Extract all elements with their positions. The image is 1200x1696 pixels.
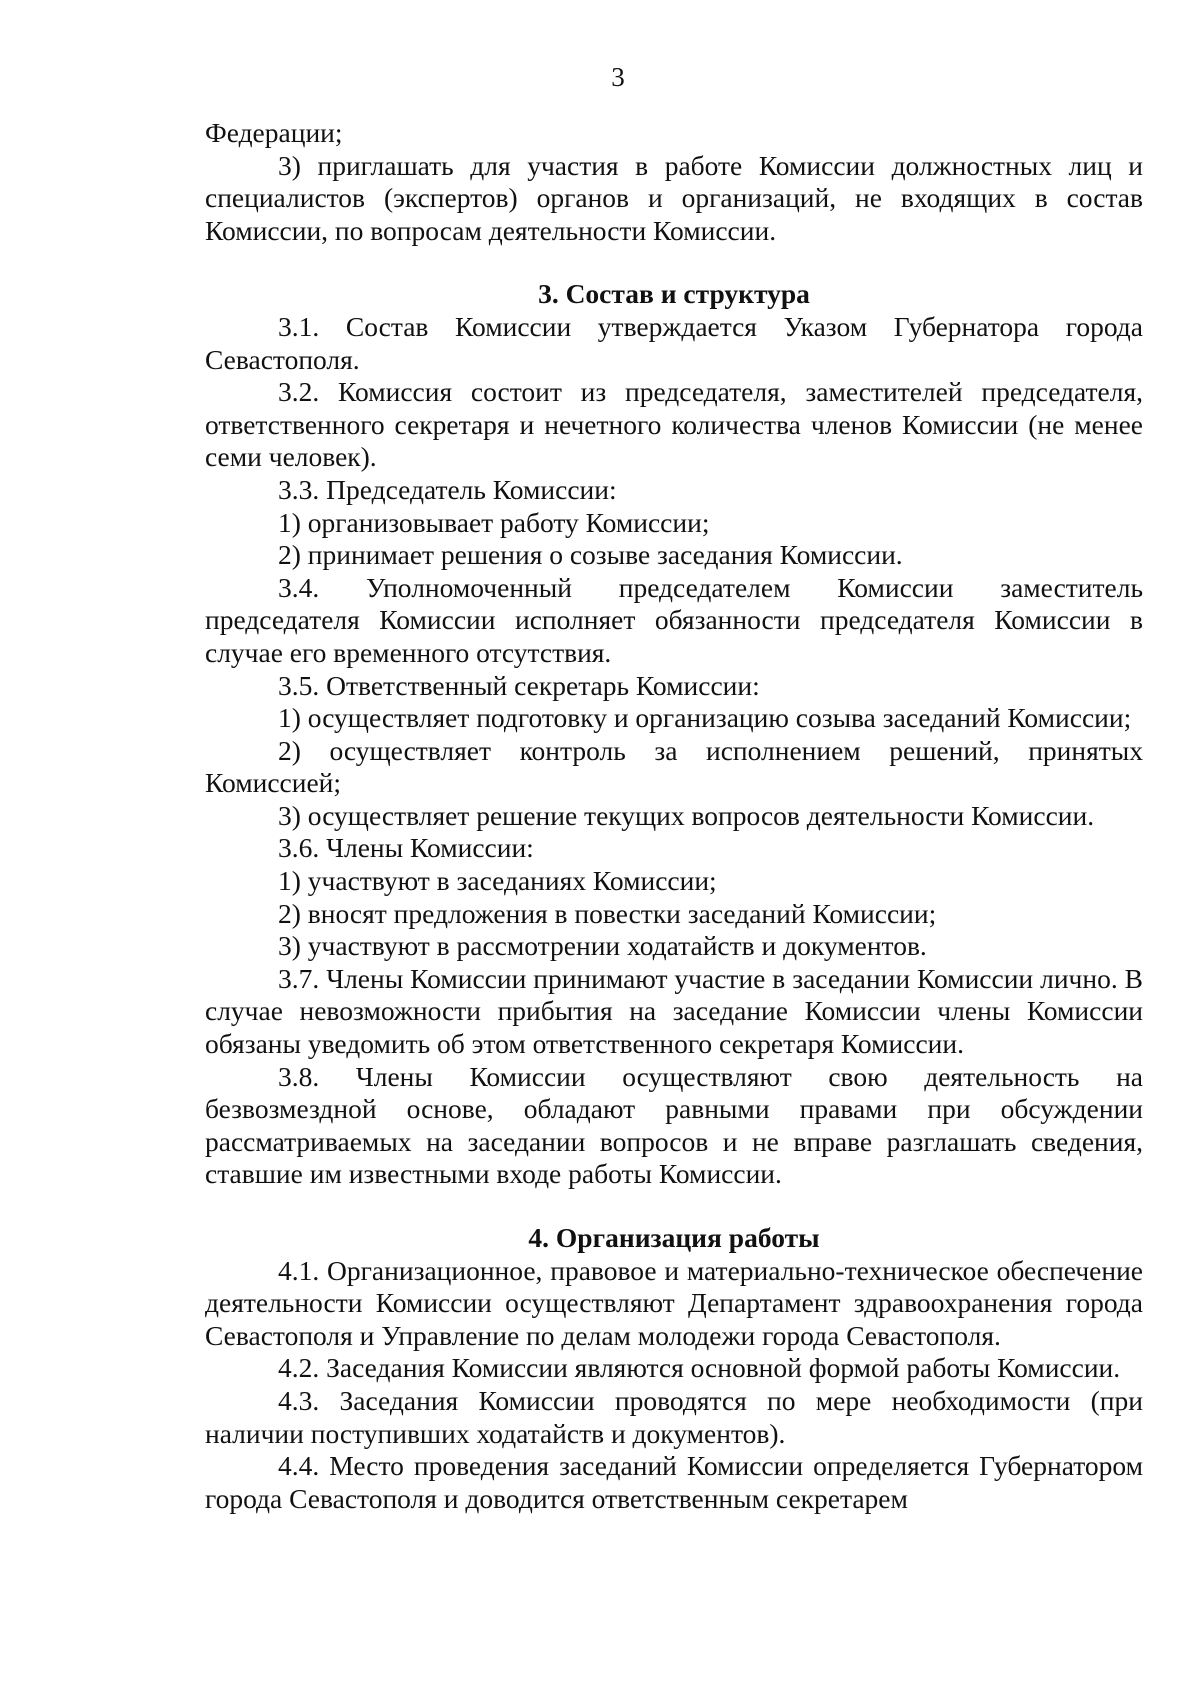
clause-3-3-item-1: 1) организовывает работу Комиссии;	[278, 506, 710, 538]
clause-4-2: 4.2. Заседания Комиссии являются основной формой работы Комиссии.	[278, 1352, 1121, 1384]
clause-4-3: 4.3. Заседания Комиссии проводятся по мере необходимости (при наличии поступивших ходатайств и документов).	[205, 1384, 1143, 1449]
clause-3-5-item-2: 2) осуществляет контроль за исполнением решений, принятых Комиссией;	[205, 734, 1143, 799]
clause-3-8: 3.8. Члены Комиссии осуществляют свою деятельность на безвозмездной основе, обладают равными правами при обсуждении рассматриваемых на заседании вопросов и не вправе разглашать сведения, ставшие им известными входе работы Комиссии.	[205, 1060, 1143, 1190]
clause-3-7: 3.7. Члены Комиссии принимают участие в заседании Комиссии лично. В случае невозможности прибытия на заседание Комиссии члены Комиссии обязаны уведомить об этом ответственного секретаря Комиссии.	[205, 962, 1143, 1060]
clause-3-5-item-3: 3) осуществляет решение текущих вопросов деятельности Комиссии.	[278, 799, 1095, 831]
clause-3-2: 3.2. Комиссия состоит из председателя, заместителей председателя, ответственного секретаря и нечетного количества членов Комиссии (не менее семи человек).	[205, 376, 1143, 473]
clause-3-6: 3.6. Члены Комиссии:	[278, 832, 534, 864]
clause-3-5-item-1: 1) осуществляет подготовку и организацию созыва заседаний Комиссии;	[278, 702, 1132, 734]
clause-3-3: 3.3. Председатель Комиссии:	[278, 473, 617, 505]
clause-3-6-item-2: 2) вносят предложения в повестки заседаний Комиссии;	[278, 897, 937, 929]
clause-3-5: 3.5. Ответственный секретарь Комиссии:	[278, 669, 760, 701]
clause-4-1: 4.1. Организационное, правовое и материально-техническое обеспечение деятельности Комиссии осуществляют Департамент здравоохранения города Севастополя и Управление по делам молодежи города Севастополя.	[205, 1254, 1143, 1351]
paragraph-federation-end: Федерации;	[205, 117, 343, 148]
page-number: 3	[611, 62, 625, 92]
clause-4-4: 4.4. Место проведения заседаний Комиссии определяется Губернатором города Севастополя и доводится ответственным секретарем	[205, 1450, 1143, 1514]
clause-3-6-item-1: 1) участвуют в заседаниях Комиссии;	[278, 865, 717, 897]
document-body	[205, 117, 1143, 1515]
clause-3-6-item-3: 3) участвуют в рассмотрении ходатайств и документов.	[278, 930, 927, 962]
section-4-heading: 4. Организация работы	[528, 1222, 820, 1253]
clause-3-4: 3.4. Уполномоченный председателем Комиссии заместитель председателя Комиссии исполняет обязанности председателя Комиссии в случае его временного отсутствия.	[205, 571, 1143, 668]
section-3-heading: 3. Состав и структура	[538, 278, 810, 310]
paragraph-invite-specialists: 3) приглашать для участия в работе Комиссии должностных лиц и специалистов (экспертов) органов и организаций, не входящих в состав Комиссии, по вопросам деятельности Комиссии.	[205, 149, 1143, 246]
clause-3-1: 3.1. Состав Комиссии утверждается Указом Губернатора города Севастополя.	[205, 310, 1143, 375]
clause-3-3-item-2: 2) принимает решения о созыве заседания Комиссии.	[278, 539, 903, 571]
